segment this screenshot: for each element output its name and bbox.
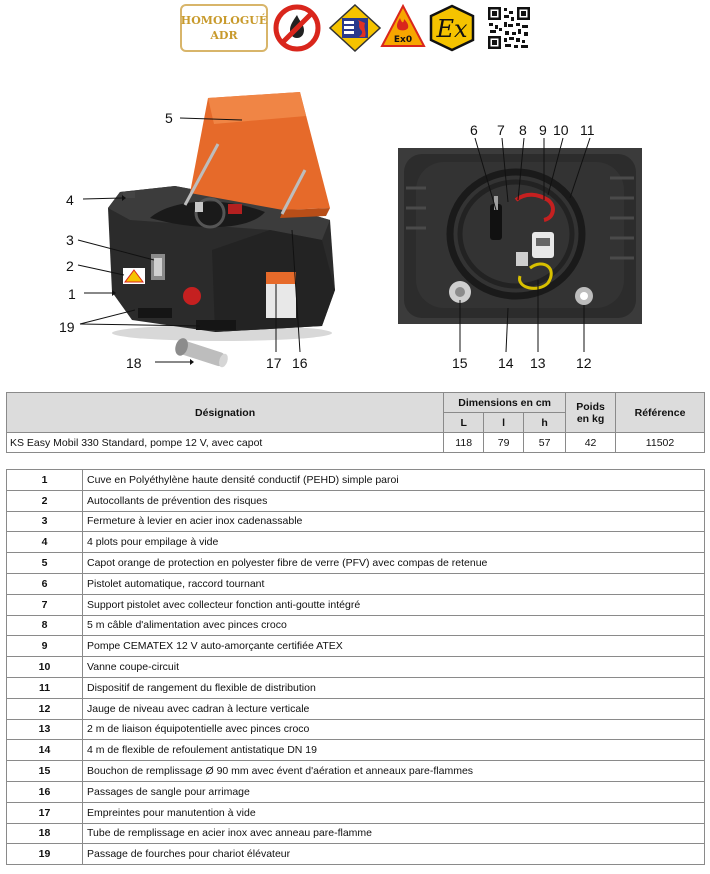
legend-number: 19 (7, 844, 83, 865)
no-flame-icon (273, 4, 321, 52)
product-row (7, 433, 705, 453)
legend-description: Fermeture à levier en acier inox cadenassable (83, 511, 705, 532)
product-width: 79 (484, 433, 524, 453)
product-designation: KS Easy Mobil 330 Standard, pompe 12 V, avec capot (7, 433, 444, 453)
legend-number: 3 (7, 511, 83, 532)
legend-number: 12 (7, 698, 83, 719)
legend-row (7, 594, 705, 615)
callout-18: 18 (126, 355, 142, 371)
legend-number: 17 (7, 802, 83, 823)
legend-description: 4 plots pour empilage à vide (83, 532, 705, 553)
legend-number: 18 (7, 823, 83, 844)
legend-description: Capot orange de protection en polyester fibre de verre (PFV) avec compas de retenue (83, 553, 705, 574)
legend-number: 9 (7, 636, 83, 657)
header-poids: Poids en kg (566, 393, 616, 433)
legend-number: 2 (7, 490, 83, 511)
legend-description: Autocollants de prévention des risques (83, 490, 705, 511)
tank-product-illustration (0, 80, 395, 380)
legend-row (7, 677, 705, 698)
legend-number: 8 (7, 615, 83, 636)
legend-row (7, 636, 705, 657)
legend-description: Empreintes pour manutention à vide (83, 802, 705, 823)
legend-number: 11 (7, 677, 83, 698)
legend-description: Support pistolet avec collecteur fonction anti-goutte intégré (83, 594, 705, 615)
legend-row (7, 490, 705, 511)
legend-row (7, 844, 705, 865)
legend-row (7, 761, 705, 782)
legend-row (7, 802, 705, 823)
legend-row (7, 553, 705, 574)
callout-11: 11 (580, 122, 595, 138)
legend-description: Cuve en Polyéthylène haute densité conductif (PEHD) simple paroi (83, 470, 705, 491)
product-table-header-row (7, 393, 705, 413)
legend-row (7, 615, 705, 636)
header-reference: Référence (616, 393, 705, 433)
qr-code-icon[interactable] (487, 6, 531, 50)
callout-4: 4 (66, 192, 74, 208)
legend-number: 7 (7, 594, 83, 615)
header-height: h (524, 413, 566, 433)
components-legend-table (6, 469, 705, 865)
callout-6: 6 (470, 122, 478, 138)
callout-12: 12 (576, 355, 592, 371)
callout-2: 2 (66, 258, 74, 274)
legend-description: 5 m câble d'alimentation avec pinces croco (83, 615, 705, 636)
legend-number: 1 (7, 470, 83, 491)
header-dimensions: Dimensions en cm (444, 393, 566, 413)
legend-description: 2 m de liaison équipotentielle avec pinces croco (83, 719, 705, 740)
callout-16: 16 (292, 355, 308, 371)
callout-15: 15 (452, 355, 468, 371)
legend-description: Dispositif de rangement du flexible de distribution (83, 677, 705, 698)
adr-badge-line2: ADR (210, 29, 238, 42)
legend-description: Pistolet automatique, raccord tournant (83, 573, 705, 594)
legend-description: Tube de remplissage en acier inox avec anneau pare-flamme (83, 823, 705, 844)
ex-atex-icon (428, 4, 476, 52)
header-length: L (444, 413, 484, 433)
legend-row (7, 511, 705, 532)
product-height: 57 (524, 433, 566, 453)
legend-description: Passages de sangle pour arrimage (83, 781, 705, 802)
callout-3: 3 (66, 232, 74, 248)
legend-number: 13 (7, 719, 83, 740)
ex-label: Ex (436, 15, 468, 43)
callout-8: 8 (519, 122, 527, 138)
header-designation: Désignation (7, 393, 444, 433)
legend-number: 16 (7, 781, 83, 802)
legend-row (7, 573, 705, 594)
legend-row (7, 719, 705, 740)
callout-19: 19 (59, 319, 75, 335)
legend-row (7, 532, 705, 553)
legend-description: Vanne coupe-circuit (83, 657, 705, 678)
product-weight: 42 (566, 433, 616, 453)
legend-description: 4 m de flexible de refoulement antistatique DN 19 (83, 740, 705, 761)
legend-row (7, 698, 705, 719)
legend-number: 15 (7, 761, 83, 782)
callout-17: 17 (266, 355, 282, 371)
legend-number: 6 (7, 573, 83, 594)
legend-row (7, 823, 705, 844)
legend-number: 10 (7, 657, 83, 678)
adr-approval-badge (180, 4, 268, 52)
product-reference: 11502 (616, 433, 705, 453)
legend-number: 5 (7, 553, 83, 574)
legend-row (7, 781, 705, 802)
legend-row (7, 657, 705, 678)
legend-description: Bouchon de remplissage Ø 90 mm avec évent d'aération et anneaux pare-flammes (83, 761, 705, 782)
callout-10: 10 (553, 122, 569, 138)
ex0-label: Ex0 (393, 35, 413, 45)
callout-5: 5 (165, 110, 173, 126)
callout-9: 9 (539, 122, 547, 138)
legend-description: Passage de fourches pour chariot élévateur (83, 844, 705, 865)
product-length: 118 (444, 433, 484, 453)
legend-row (7, 470, 705, 491)
adr-badge-line1: HOMOLOGUÉ (180, 14, 268, 27)
callout-13: 13 (530, 355, 546, 371)
legend-description: Pompe CEMATEX 12 V auto-amorçante certifiée ATEX (83, 636, 705, 657)
header-width: l (484, 413, 524, 433)
ex0-zone-icon (380, 4, 426, 52)
callout-7: 7 (497, 122, 505, 138)
product-specs-table (6, 392, 705, 453)
callout-1: 1 (68, 286, 76, 302)
callout-14: 14 (498, 355, 514, 371)
legend-number: 14 (7, 740, 83, 761)
legend-description: Jauge de niveau avec cadran à lecture verticale (83, 698, 705, 719)
top-view-leader-lines (398, 130, 642, 360)
legend-number: 4 (7, 532, 83, 553)
atex-hazard-icon (329, 4, 381, 52)
legend-row (7, 740, 705, 761)
